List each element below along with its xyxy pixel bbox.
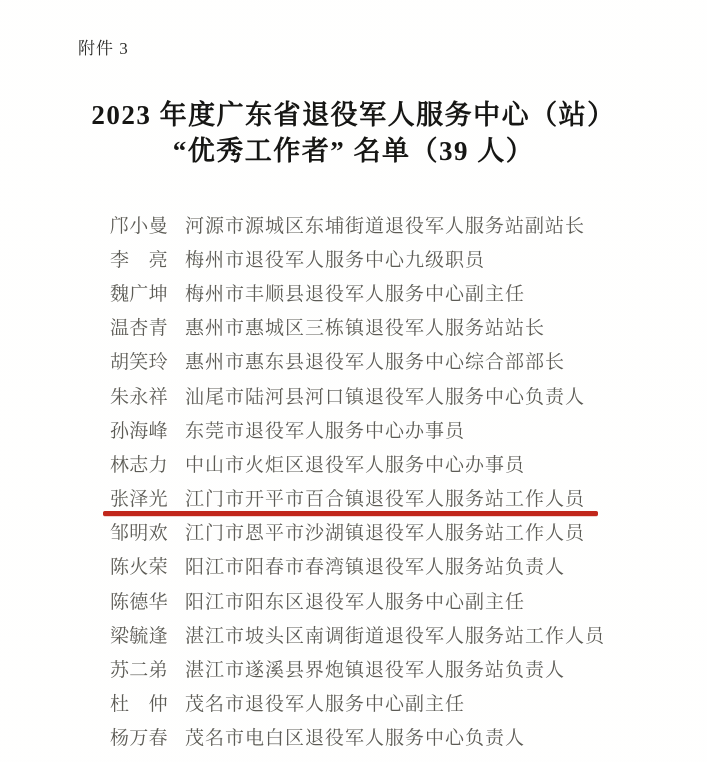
awardee-name: 杜 仲	[110, 694, 168, 716]
list-item	[110, 241, 670, 275]
list-item	[110, 549, 670, 583]
awardee-name: 张泽光	[110, 489, 168, 511]
list-item	[110, 275, 670, 309]
list-item	[110, 344, 670, 378]
awardee-position: 中山市火炬区退役军人服务中心办事员	[185, 454, 526, 476]
list-item	[110, 310, 670, 344]
awardee-name: 邝小曼	[110, 215, 168, 237]
awardee-position: 惠州市惠城区三栋镇退役军人服务站站长	[185, 318, 546, 340]
awardee-position: 湛江市坡头区南调街道退役军人服务站工作人员	[185, 625, 606, 647]
awardee-position: 江门市开平市百合镇退役军人服务站工作人员	[185, 489, 586, 511]
list-item	[110, 686, 670, 720]
awardee-position: 阳江市阳春市春湾镇退役军人服务站负责人	[185, 557, 566, 579]
awardee-name: 朱永祥	[110, 386, 168, 408]
awardee-name: 陈火荣	[110, 557, 168, 579]
awardee-position: 汕尾市陆河县河口镇退役军人服务中心负责人	[185, 386, 586, 408]
list-item	[110, 651, 670, 685]
awardee-name: 魏广坤	[110, 283, 168, 305]
awardee-name: 陈德华	[110, 591, 168, 613]
list-item	[110, 515, 670, 549]
list-item	[110, 617, 670, 651]
awardee-position: 东莞市退役军人服务中心办事员	[185, 420, 466, 442]
awardee-name: 林志力	[110, 454, 168, 476]
awardee-position: 梅州市退役军人服务中心九级职员	[185, 249, 486, 271]
document-title-line2: “优秀工作者” 名单（39 人）	[172, 136, 535, 166]
list-item	[110, 481, 670, 515]
awardee-name: 孙海峰	[110, 420, 168, 442]
awardee-name: 杨万春	[110, 728, 168, 750]
document-title	[0, 97, 707, 169]
awardee-list	[110, 207, 670, 754]
awardee-position: 茂名市电白区退役军人服务中心负责人	[185, 728, 526, 750]
attachment-label: 附件 3	[78, 39, 129, 58]
list-item	[110, 446, 670, 480]
awardee-position: 河源市源城区东埔街道退役军人服务站副站长	[185, 215, 586, 237]
awardee-name: 苏二弟	[110, 660, 168, 682]
list-item	[110, 583, 670, 617]
document-title-line1: 2023 年度广东省退役军人服务中心（站）	[91, 100, 616, 130]
awardee-position: 惠州市惠东县退役军人服务中心综合部部长	[185, 352, 566, 374]
awardee-name: 李 亮	[110, 249, 168, 271]
awardee-name: 梁毓逢	[110, 625, 168, 647]
awardee-position: 茂名市退役军人服务中心副主任	[185, 694, 466, 716]
list-item	[110, 378, 670, 412]
awardee-position: 梅州市丰顺县退役军人服务中心副主任	[185, 283, 526, 305]
awardee-position: 湛江市遂溪县界炮镇退役军人服务站负责人	[185, 660, 566, 682]
awardee-position: 江门市恩平市沙湖镇退役军人服务站工作人员	[185, 523, 586, 545]
list-item	[110, 207, 670, 241]
awardee-name: 胡笑玲	[110, 352, 168, 374]
awardee-name: 温杏青	[110, 318, 168, 340]
awardee-name: 邹明欢	[110, 523, 168, 545]
list-item	[110, 720, 670, 754]
list-item	[110, 412, 670, 446]
awardee-position: 阳江市阳东区退役军人服务中心副主任	[185, 591, 526, 613]
